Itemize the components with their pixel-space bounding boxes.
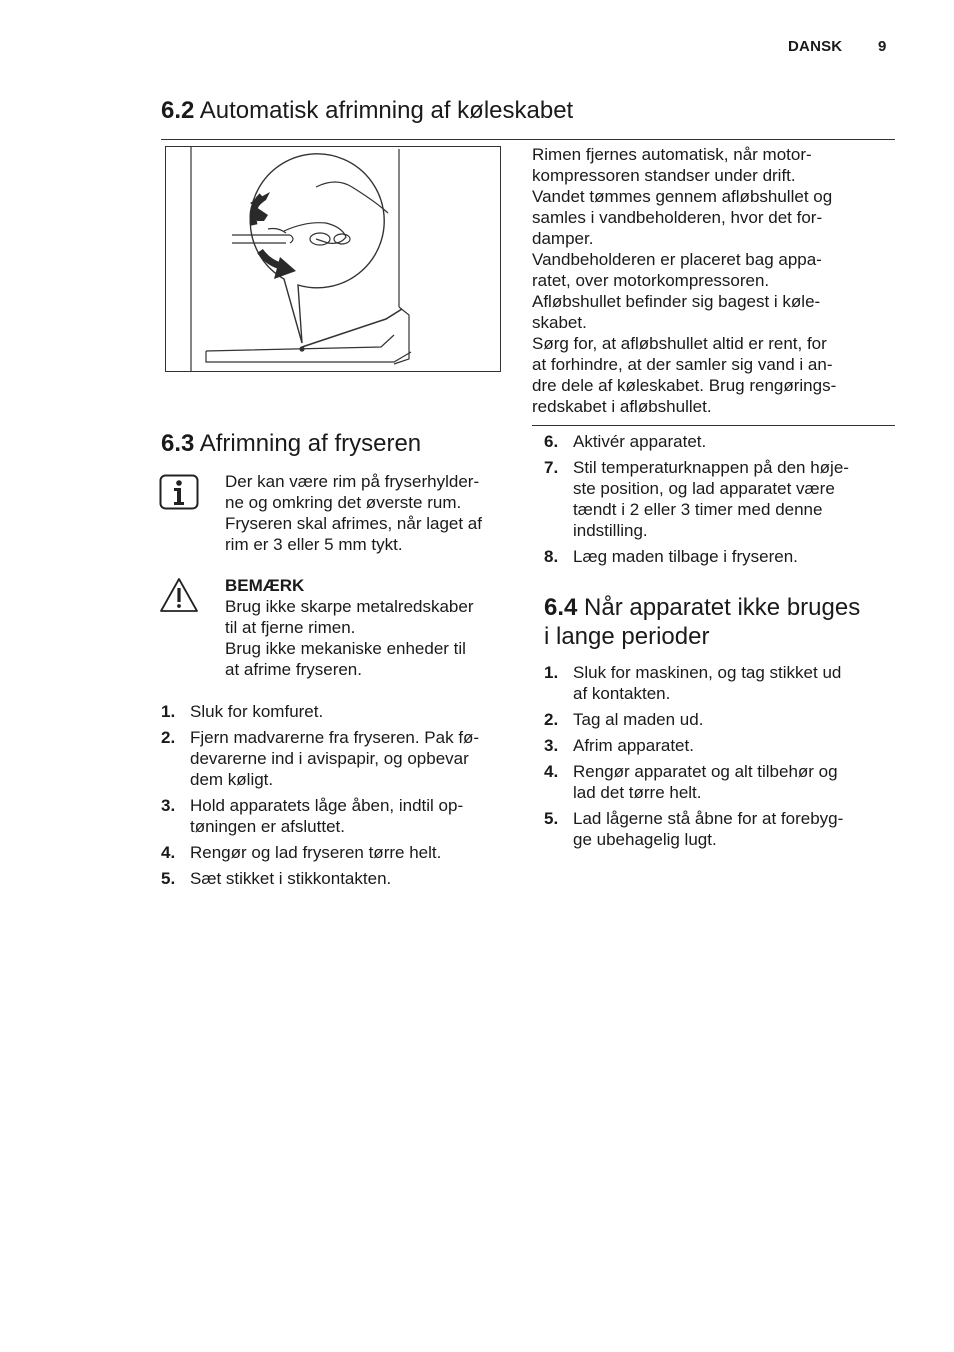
- step-line: Afrim apparatet.: [573, 736, 694, 755]
- info-note-line: ne og omkring det øverste rum.: [225, 493, 462, 512]
- step-line: Aktivér apparatet.: [573, 432, 707, 451]
- section-6-4-number: 6.4: [544, 594, 578, 621]
- step-line: Tag al maden ud.: [573, 710, 704, 729]
- list-item: [161, 701, 521, 722]
- step-number: 3.: [544, 736, 559, 755]
- warning-line: at afrime fryseren.: [225, 660, 362, 679]
- step-line: Læg maden tilbage i fryseren.: [573, 547, 798, 566]
- section-6-4-title-line1: Når apparatet ikke bruges: [584, 594, 861, 621]
- list-item: [544, 431, 896, 452]
- section-6-2-line: Sørg for, at afløbshullet altid er rent, for: [532, 334, 827, 353]
- step-number: 3.: [161, 796, 176, 815]
- section-6-4-title-line2: i lange perioder: [544, 623, 710, 650]
- info-note-line: Fryseren skal afrimes, når laget af: [225, 514, 482, 533]
- step-number: 8.: [544, 547, 559, 566]
- list-item: [544, 761, 896, 803]
- step-number: 1.: [544, 663, 559, 682]
- section-6-2-heading: [161, 96, 573, 125]
- step-number: 4.: [544, 762, 559, 781]
- step-line: dem køligt.: [190, 770, 274, 789]
- warning-line: Brug ikke skarpe metalredskaber: [225, 597, 474, 616]
- step-line: Rengør og lad fryseren tørre helt.: [190, 843, 442, 862]
- list-item: [161, 868, 521, 889]
- warning-title: BEMÆRK: [225, 576, 305, 595]
- step-line: Sluk for maskinen, og tag stikket ud: [573, 663, 842, 682]
- section-6-2-line: skabet.: [532, 313, 587, 332]
- section-6-2-body: [532, 144, 894, 417]
- step-number: 4.: [161, 843, 176, 862]
- drain-hole-cleaning-illustration: [166, 147, 500, 371]
- step-line: Fjern madvarerne fra fryseren. Pak fø-: [190, 728, 480, 747]
- section-6-3-steps: [161, 701, 521, 894]
- step-line: tændt i 2 eller 3 timer med denne: [573, 500, 823, 519]
- section-6-2-line: at forhindre, at der samler sig vand i an-: [532, 355, 833, 374]
- section-6-2-line: redskabet i afløbshullet.: [532, 397, 712, 416]
- info-icon: [159, 474, 199, 510]
- section-6-2-line: Afløbshullet befinder sig bagest i køle-: [532, 292, 821, 311]
- step-line: lad det tørre helt.: [573, 783, 702, 802]
- step-line: indstilling.: [573, 521, 648, 540]
- list-item: [161, 842, 521, 863]
- defrost-illustration: [165, 146, 501, 372]
- section-6-2-line: damper.: [532, 229, 594, 248]
- section-6-2-title: Automatisk afrimning af køleskabet: [199, 97, 574, 124]
- step-line: ge ubehagelig lugt.: [573, 830, 717, 849]
- list-item: [544, 735, 896, 756]
- warning-note: [225, 575, 515, 680]
- step-line: Rengør apparatet og alt tilbehør og: [573, 762, 838, 781]
- step-number: 2.: [161, 728, 176, 747]
- step-line: tøningen er afsluttet.: [190, 817, 345, 836]
- step-number: 5.: [161, 869, 176, 888]
- section-6-2-line: dre dele af køleskabet. Brug rengørings-: [532, 376, 837, 395]
- section-6-2-line: ratet, over motorkompressoren.: [532, 271, 770, 290]
- step-line: Lad lågerne stå åbne for at forebyg-: [573, 809, 844, 828]
- divider-mid: [532, 425, 895, 426]
- warning-line: Brug ikke mekaniske enheder til: [225, 639, 466, 658]
- info-note-line: Der kan være rim på fryserhylder-: [225, 472, 480, 491]
- step-line: Sluk for komfuret.: [190, 702, 324, 721]
- page-number: 9: [878, 38, 887, 55]
- step-line: Stil temperaturknappen på den høje-: [573, 458, 849, 477]
- step-line: devarerne ind i avispapir, og opbevar: [190, 749, 469, 768]
- section-6-3-heading: [161, 429, 421, 458]
- info-note-line: rim er 3 eller 5 mm tykt.: [225, 535, 403, 554]
- step-number: 2.: [544, 710, 559, 729]
- list-item: [161, 795, 521, 837]
- list-item: [544, 457, 896, 541]
- step-number: 5.: [544, 809, 559, 828]
- section-6-3-steps-continued: [544, 431, 896, 572]
- step-number: 7.: [544, 458, 559, 477]
- section-6-2-line: samles i vandbeholderen, hvor det for-: [532, 208, 823, 227]
- section-6-4-steps: [544, 662, 896, 855]
- list-item: [544, 546, 896, 567]
- step-line: Hold apparatets låge åben, indtil op-: [190, 796, 464, 815]
- warning-line: til at fjerne rimen.: [225, 618, 356, 637]
- list-item: [161, 727, 521, 790]
- warning-icon: [159, 577, 199, 613]
- section-6-2-line: Vandet tømmes gennem afløbshullet og: [532, 187, 833, 206]
- info-note-text: [225, 471, 515, 555]
- list-item: [544, 808, 896, 850]
- section-6-4-heading: [544, 593, 904, 651]
- step-line: Sæt stikket i stikkontakten.: [190, 869, 392, 888]
- section-6-3-title: Afrimning af fryseren: [199, 430, 422, 457]
- section-6-3-number: 6.3: [161, 430, 195, 457]
- step-number: 1.: [161, 702, 176, 721]
- header-language: DANSK: [788, 38, 843, 55]
- step-line: af kontakten.: [573, 684, 671, 703]
- section-6-2-number: 6.2: [161, 97, 195, 124]
- step-line: ste position, og lad apparatet være: [573, 479, 835, 498]
- divider-top: [161, 139, 895, 140]
- list-item: [544, 709, 896, 730]
- section-6-2-line: Vandbeholderen er placeret bag appa-: [532, 250, 822, 269]
- section-6-2-line: Rimen fjernes automatisk, når motor-: [532, 145, 812, 164]
- list-item: [544, 662, 896, 704]
- section-6-2-line: kompressoren standser under drift.: [532, 166, 796, 185]
- step-number: 6.: [544, 432, 559, 451]
